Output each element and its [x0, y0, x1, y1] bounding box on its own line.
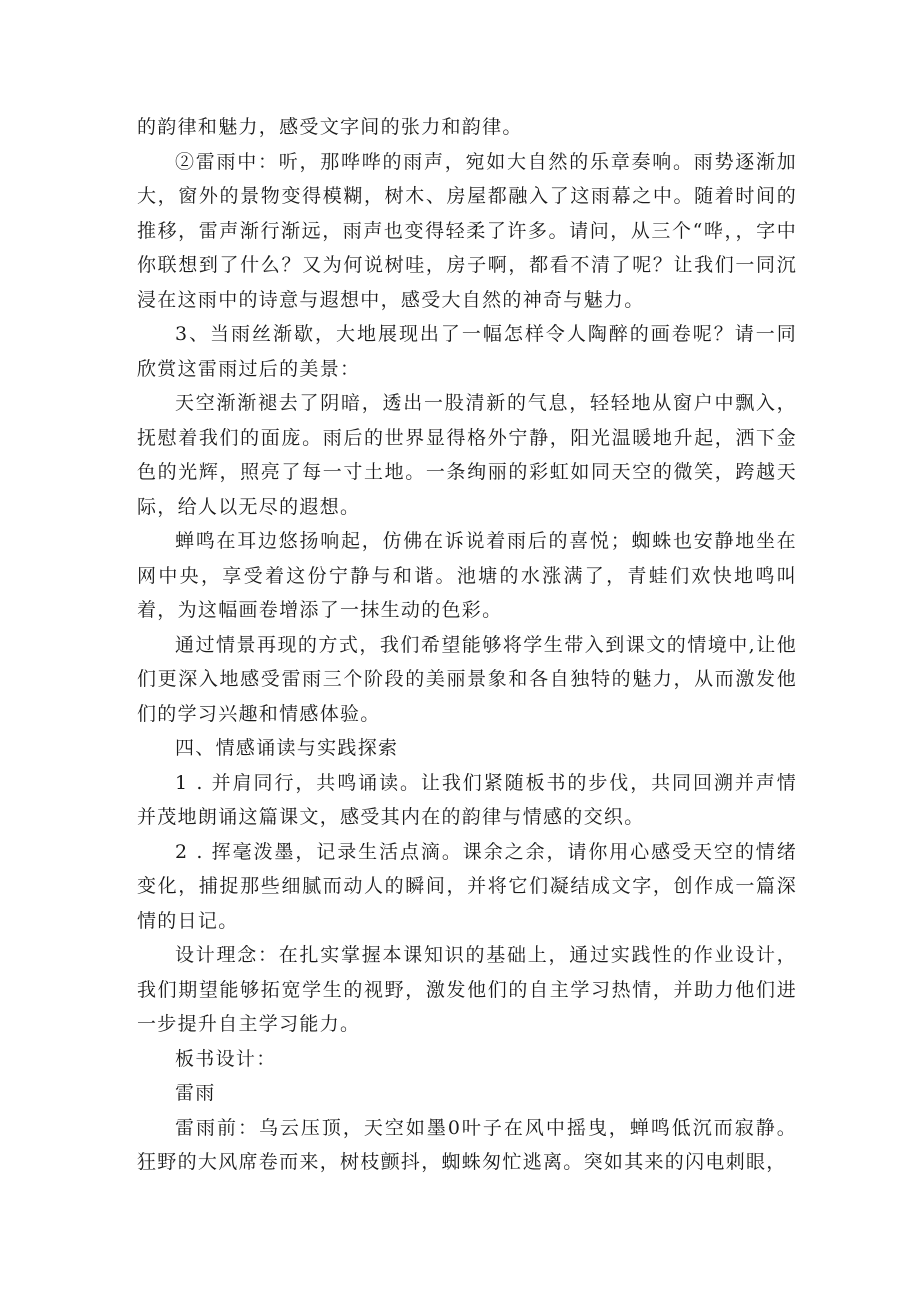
paragraph-cicada-spider: 蝉鸣在耳边悠扬响起，仿佛在诉说着雨后的喜悦；蜘蛛也安静地坐在网中央，享受着这份宁静与和谐。池塘的水涨满了，青蛙们欢快地鸣叫着，为这幅画卷增添了一抹生动的色彩。 [137, 530, 797, 621]
paragraph-sky-after-rain: 天空渐渐褪去了阴暗，透出一股清新的气息，轻轻地从窗户中飘入，抚慰着我们的面庞。雨后的世界显得格外宁静，阳光温暖地升起，洒下金色的光辉，照亮了每一寸土地。一条绚丽的彩虹如同天空的微笑，跨越天际，给人以无尽的遐想。 [137, 392, 797, 518]
section-heading-four: 四、情感诵读与实践探索 [175, 737, 399, 759]
paragraph-continuation: 的韵律和魅力，感受文字间的张力和韵律。 [137, 116, 523, 138]
paragraph-before-storm: 雷雨前：乌云压顶，天空如墨0叶子在风中摇曳，蝉鸣低沉而寂静。狂野的大风席卷而来，树枝颤抖，蜘蛛匆忙逃离。突如其来的闪电刺眼， [137, 1116, 797, 1173]
paragraph-during-storm: ②雷雨中：听，那哗哗的雨声，宛如大自然的乐章奏响。雨势逐渐加大，窗外的景物变得模糊，树木、房屋都融入了这雨幕之中。随着时间的推移，雷声渐行渐远，雨声也变得轻柔了许多。请问，从三个“哗，，字中你联想到了什么？又为何说树哇，房子啊，都看不清了呢？让我们一同沉浸在这雨中的诗意与遐想中，感受大自然的神奇与魅力。 [137, 150, 797, 311]
document-body [137, 110, 797, 1180]
board-title: 雷雨 [175, 1082, 216, 1104]
paragraph-scene-reenactment: 通过情景再现的方式，我们希望能够将学生带入到课文的情境中,让他们更深入地感受雷雨三个阶段的美丽景象和各自独特的魅力，从而激发他们的学习兴趣和情感体验。 [137, 633, 797, 725]
board-design-heading: 板书设计： [175, 1047, 277, 1070]
paragraph-after-rain-question: 3、当雨丝渐歇，大地展现出了一幅怎样令人陶醉的画卷呢？请一同欣赏这雷雨过后的美景： [137, 323, 797, 380]
list-item-1-recital: 1 . 并肩同行，共鸣诵读。让我们紧随板书的步伐，共同回溯并声情并茂地朗诵这篇课文，感受其内在的韵律与情感的交织。 [137, 771, 797, 828]
paragraph-design-concept: 设计理念：在扎实掌握本课知识的基础上，通过实践性的作业设计，我们期望能够拓宽学生的视野，激发他们的自主学习热情，并助力他们进一步提升自主学习能力。 [137, 944, 797, 1035]
list-item-2-diary: 2 . 挥毫泼墨，记录生活点滴。课余之余，请你用心感受天空的情绪变化，捕捉那些细腻而动人的瞬间，并将它们凝结成文字，创作成一篇深情的日记。 [137, 840, 797, 932]
